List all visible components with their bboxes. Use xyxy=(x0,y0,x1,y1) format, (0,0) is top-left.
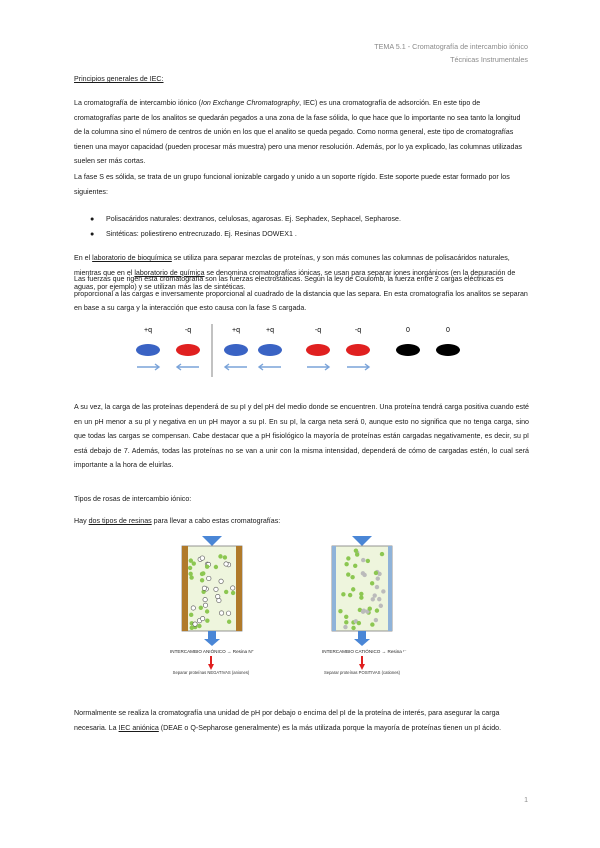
p7-a: Normalmente se realiza la cromatografía una unidad de pH por debajo o encima del pI de la proteína de interés, para asegurar la carga necesaria. La xyxy=(74,709,500,732)
bullet-text: Sintéticas: poliestireno entrecruzado. Ej. Resinas DOWEX1 . xyxy=(106,230,297,238)
bullet-item xyxy=(90,227,297,241)
bead xyxy=(199,606,203,610)
paragraph-forces: Las fuerzas que rigen esta cromatografía son las fuerzas electrostáticas. Según la ley de Coulomb, la fuerza entre 2 cargas eléctricas es proporcional a las cargas e inversamente proporcional al cuadrado de la distancia que las separa. En esta cromatografía los analitos se separan en base a su carga y la interacción que esto causa con la fase S cargada. xyxy=(74,275,528,313)
p3-c: se utiliza para separar mezclas de proteínas, y son más comunes las columnas de polisacáridos naturales, mientras que en el xyxy=(74,254,510,277)
bead xyxy=(348,593,352,597)
ion-particle xyxy=(346,327,370,370)
ion-particle xyxy=(136,327,160,370)
p6-underlined: dos tipos de resinas xyxy=(88,517,152,525)
bead xyxy=(193,622,197,626)
ion-ellipse xyxy=(346,344,370,356)
bead xyxy=(374,618,378,622)
bead xyxy=(197,624,201,628)
ion-particle xyxy=(436,327,460,356)
ion-charge-label: 0 xyxy=(446,327,450,334)
bead xyxy=(203,603,207,607)
cation-subcaption: Separar proteínas POSITIVAS (cationes) xyxy=(323,670,401,675)
bead xyxy=(205,564,209,568)
bead xyxy=(200,616,204,620)
bead xyxy=(379,604,383,608)
bead xyxy=(200,578,204,582)
ion-ellipse xyxy=(396,344,420,356)
bead xyxy=(351,626,355,630)
ion-particle xyxy=(224,327,248,370)
cation-caption: INTERCAMBIO CATIÓNICO → Resina ʳ⁻ xyxy=(322,649,407,654)
bead xyxy=(375,585,379,589)
direction-arrow-icon xyxy=(347,364,369,370)
ion-charge-label: -q xyxy=(354,327,362,334)
ion-charge-label: +q xyxy=(232,327,240,334)
bead xyxy=(214,587,218,591)
paragraph-resin-types xyxy=(74,514,529,529)
header-subject: Técnicas Instrumentales xyxy=(450,55,528,64)
bullet-dot: ● xyxy=(90,215,95,223)
bead xyxy=(357,621,361,625)
section-title-principles: Principios generales de IEC: xyxy=(74,75,164,83)
bead xyxy=(381,589,385,593)
page-number: 1 xyxy=(524,797,528,804)
bead xyxy=(218,554,222,558)
anion-subcaption: Separar proteínas NEGATIVAS (aniones) xyxy=(172,670,250,675)
bullet-item xyxy=(90,212,401,226)
direction-arrow-icon xyxy=(259,364,281,370)
bead xyxy=(188,566,192,570)
bead xyxy=(344,615,348,619)
paragraph-conclusion xyxy=(74,706,529,735)
bead xyxy=(189,613,193,617)
bead xyxy=(371,597,375,601)
paragraph-solid-phase: La fase S es sólida, se trata de un grupo funcional ionizable cargado y unido a un soporte rígido. Este soporte puede estar formado por los siguientes: xyxy=(74,173,510,196)
ion-particle xyxy=(258,327,282,370)
bullet-text: Polisacáridos naturales: dextranos, celulosas, agarosas. Ej. Sephadex, Sephacel, Sepharose. xyxy=(106,215,401,223)
inflow-arrow-icon xyxy=(202,536,222,546)
bead xyxy=(353,564,357,568)
bead xyxy=(224,590,228,594)
direction-arrow-icon xyxy=(137,364,159,370)
paragraph-pi: A su vez, la carga de las proteínas dependerá de su pI y del pH del medio donde se encuentren. Una proteína tendrá carga positiva cuando esté en un pH menor a su pI y negativa en un pH mayor a su pI. En su pI, la carga neta será 0, aunque esto no significa que no tenga carga, sino que todas las cargas se compensan. Cabe destacar que a pH fisiológico la mayoría de proteínas están cargadas negativamente, es decir, su pI está debajo de 7. Además, todas las proteínas no se van a unir con la misma intensidad, dependerá de cómo de cargadas estén, lo cual será importante a la hora de eluirlas. xyxy=(74,403,529,470)
bead xyxy=(188,572,192,576)
bullet-dot: ● xyxy=(90,230,95,238)
anion-caption: INTERCAMBIO ANIÓNICO → Resina N⁺ xyxy=(170,649,255,654)
outflow-arrow-icon xyxy=(204,639,220,646)
direction-arrow-icon xyxy=(307,364,329,370)
p6-a: Hay xyxy=(74,517,89,525)
bead xyxy=(375,608,379,612)
ion-charge-label: +q xyxy=(144,327,152,334)
outflow-arrow-icon xyxy=(354,639,370,646)
bead xyxy=(366,559,370,563)
bead xyxy=(373,593,377,597)
bead xyxy=(370,581,374,585)
bead xyxy=(200,572,204,576)
bead xyxy=(214,565,218,569)
bead xyxy=(202,586,206,590)
bead xyxy=(189,558,193,562)
cation-exchange-column xyxy=(322,536,402,646)
bead xyxy=(344,620,348,624)
ion-particle xyxy=(306,327,330,370)
bead xyxy=(227,620,231,624)
direction-arrow-icon xyxy=(177,364,199,370)
bead xyxy=(231,591,235,595)
bead xyxy=(377,597,381,601)
bead xyxy=(346,572,350,576)
p3-a: En el xyxy=(74,254,93,262)
bead xyxy=(359,595,363,599)
header-title: TEMA 5.1 - Cromatografía de intercambio iónico xyxy=(374,42,528,51)
bead xyxy=(343,625,347,629)
bead xyxy=(191,606,195,610)
bead xyxy=(374,571,378,575)
bead xyxy=(362,573,366,577)
p7-c: (DEAE o Q-Sepharose generalmente) es la más utilizada porque la mayoría de proteínas tienen un pI ácido. xyxy=(158,723,502,732)
bead xyxy=(376,576,380,580)
ion-ellipse xyxy=(224,344,248,356)
ion-charges-diagram xyxy=(132,322,472,384)
bead xyxy=(207,576,211,580)
bead xyxy=(380,552,384,556)
bead xyxy=(350,575,354,579)
ion-ellipse xyxy=(136,344,160,356)
section-title-resins: Tipos de rosas de intercambio iónico: xyxy=(74,495,192,503)
p3-e: se denomina cromatografías iónicas, se usan para separar iones inorgánicos (en la depuración de aguas, por ejemplo) y se utilizan más las de sintéticas. xyxy=(74,268,516,292)
paragraph-intro xyxy=(74,96,529,169)
down-arrow-icon xyxy=(208,656,214,670)
anion-exchange-column xyxy=(172,536,252,646)
bead xyxy=(355,552,359,556)
p7-underlined: IEC aniónica xyxy=(118,723,159,732)
bead xyxy=(205,609,209,613)
p1-a: La cromatografía de intercambio iónico ( xyxy=(74,99,201,107)
inflow-arrow-icon xyxy=(352,536,372,546)
bead xyxy=(219,611,223,615)
page-header xyxy=(374,40,528,66)
p6-c: para llevar a cabo estas cromatografías: xyxy=(151,517,281,525)
bead xyxy=(219,579,223,583)
bead xyxy=(200,556,204,560)
bead xyxy=(226,611,230,615)
bead xyxy=(203,597,207,601)
ion-particle xyxy=(176,327,200,370)
bead xyxy=(361,558,365,562)
bead xyxy=(338,609,342,613)
ion-charge-label: 0 xyxy=(406,327,410,334)
bead xyxy=(346,556,350,560)
direction-arrow-icon xyxy=(225,364,247,370)
ion-particle xyxy=(396,327,420,356)
p1-italic: Ion Exchange Chromatography xyxy=(200,99,300,107)
ion-ellipse xyxy=(306,344,330,356)
p3-chem: laboratorio de química xyxy=(134,268,205,277)
ion-ellipse xyxy=(436,344,460,356)
down-arrow-icon xyxy=(359,656,365,670)
ion-ellipse xyxy=(258,344,282,356)
bead xyxy=(370,622,374,626)
bead xyxy=(205,618,209,622)
bead xyxy=(368,607,372,611)
p1-c: , IEC) es una cromatografía de adsorción. En este tipo de cromatografías parte de los analitos se quedarán pegados a una zona de la fase sólida, lo que hace que lo importante no sea tanto la longitud de la columna sino el número de centros de unión en los que el analito se queda pegado. Como norma general, este tipo de cromatografías tienen una mayor capacidad (pueden procesar más muestra) pero una menor resolución. Además, por lo ya explicado, las columnas utilizadas suelen ser más cortas. xyxy=(74,99,522,166)
bead xyxy=(231,586,235,590)
bead xyxy=(354,549,358,553)
p3-biochem: laboratorio de bioquímica xyxy=(92,254,172,262)
ion-ellipse xyxy=(176,344,200,356)
bead xyxy=(344,562,348,566)
bead xyxy=(224,562,228,566)
bead xyxy=(217,598,221,602)
bead xyxy=(223,555,227,559)
bead xyxy=(351,587,355,591)
bead xyxy=(362,608,366,612)
ion-charge-label: +q xyxy=(266,327,274,334)
ion-charge-label: -q xyxy=(314,327,322,334)
ion-charge-label: -q xyxy=(184,327,192,334)
bead xyxy=(341,592,345,596)
bead xyxy=(189,575,193,579)
